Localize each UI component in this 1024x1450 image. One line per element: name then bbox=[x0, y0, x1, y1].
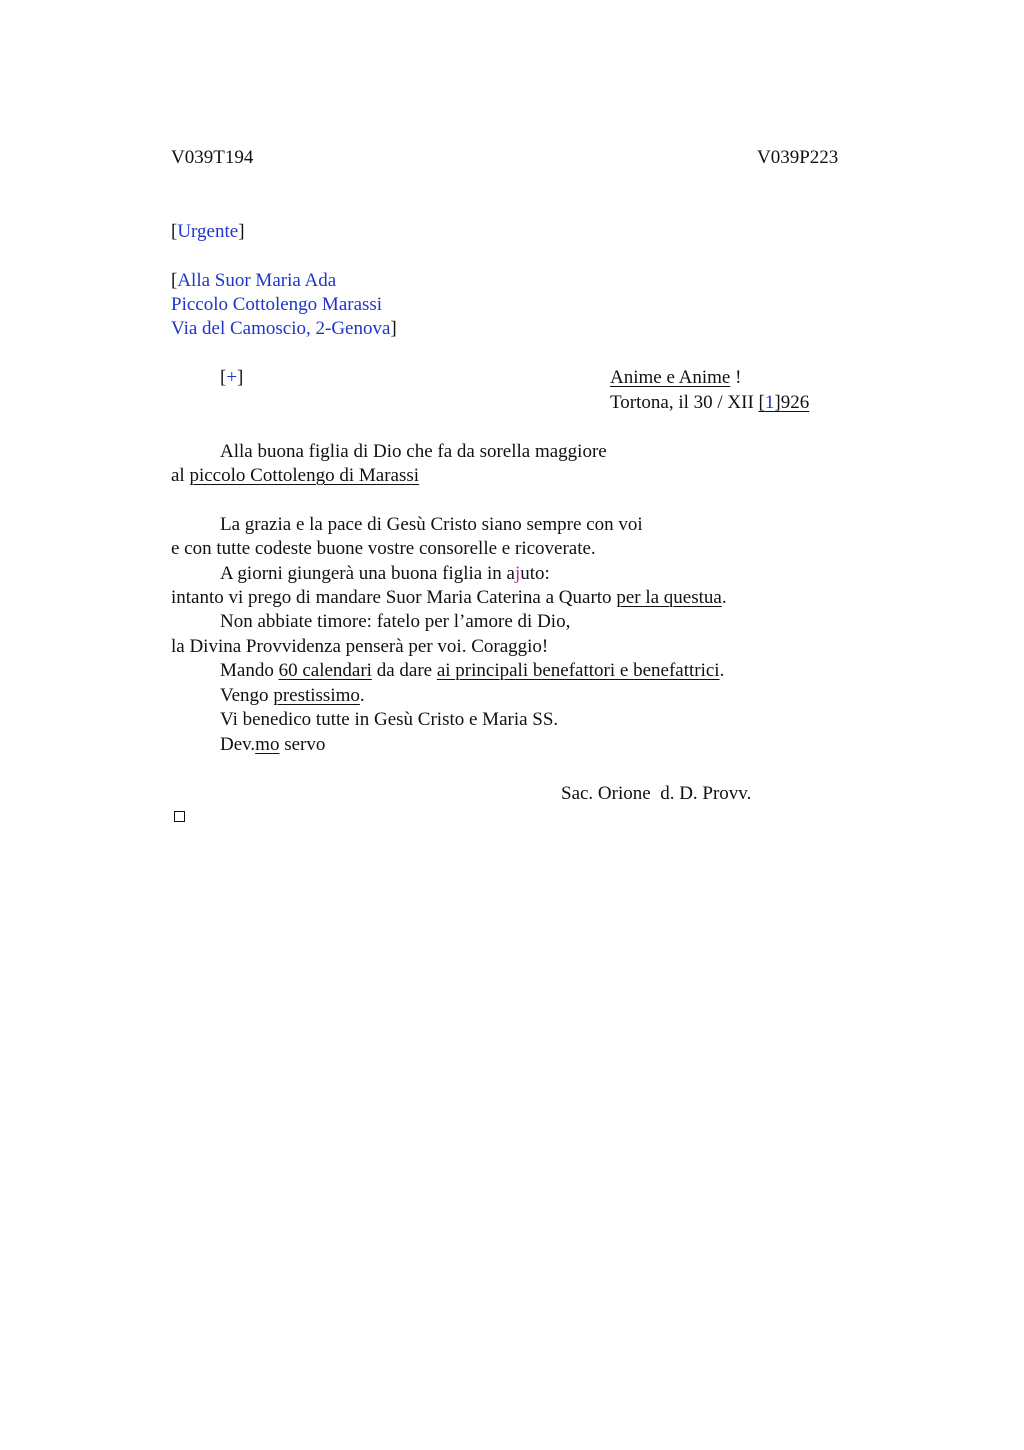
doc-id-right: V039P223 bbox=[757, 147, 839, 168]
bracket-open: [ bbox=[171, 270, 178, 291]
text-segment: A giorni giungerà una buona figlia in a bbox=[220, 563, 515, 584]
cross-symbol: + bbox=[226, 367, 238, 388]
address-recipient: Alla Suor Maria Ada bbox=[177, 270, 337, 291]
doc-id-left: V039T194 bbox=[171, 147, 254, 168]
dateline-digit: 1 bbox=[764, 392, 775, 413]
dateline-prefix: Tortona, il 30 / XII bbox=[610, 392, 759, 413]
bracket-close: ] bbox=[238, 221, 245, 242]
text-segment: Vengo bbox=[220, 685, 274, 706]
underlined-segment: per la questua bbox=[616, 587, 722, 608]
text-segment: intanto vi prego di mandare Suor Maria Caterina a Quarto bbox=[171, 587, 617, 608]
dateline-year bbox=[759, 392, 810, 413]
signature: Sac. Orione d. D. Provv. bbox=[561, 783, 752, 804]
salutation-line-2 bbox=[171, 464, 419, 488]
body-line bbox=[220, 659, 724, 683]
body-line: Vi benedico tutte in Gesù Cristo e Maria SS. bbox=[220, 709, 559, 730]
salutation-line-1: Alla buona figlia di Dio che fa da sorella maggiore bbox=[220, 441, 607, 462]
body-line: La grazia e la pace di Gesù Cristo siano sempre con voi bbox=[220, 514, 643, 535]
underlined-segment: ai principali benefattori e benefattrici bbox=[436, 660, 720, 681]
text-segment: . bbox=[359, 685, 365, 706]
text-segment: Mando bbox=[220, 660, 279, 681]
bracket-close: ] bbox=[774, 392, 781, 413]
address-line-1 bbox=[171, 269, 336, 293]
end-box-icon bbox=[174, 811, 185, 822]
body-line bbox=[171, 586, 727, 610]
text-segment: servo bbox=[279, 734, 326, 755]
body-line bbox=[220, 733, 325, 757]
body-line: la Divina Provvidenza penserà per voi. Coraggio! bbox=[171, 636, 549, 657]
bracket-open: [ bbox=[758, 392, 765, 413]
underlined-segment: mo bbox=[255, 734, 280, 755]
salutation-underlined: piccolo Cottolengo di Marassi bbox=[189, 465, 420, 486]
underlined-segment: 60 calendari bbox=[278, 660, 372, 681]
urgent-note bbox=[171, 220, 245, 244]
address-line-3 bbox=[171, 317, 397, 341]
dateline bbox=[610, 391, 809, 415]
urgent-text: Urgente bbox=[177, 221, 239, 242]
body-line: e con tutte codeste buone vostre consorelle e ricoverate. bbox=[171, 538, 596, 559]
cross-mark bbox=[220, 366, 243, 390]
text-segment: Dev. bbox=[220, 734, 256, 755]
address-street: Via del Camoscio, 2-Genova bbox=[171, 318, 391, 339]
underlined-segment: prestissimo bbox=[273, 685, 360, 706]
bracket-close: ] bbox=[390, 318, 397, 339]
dateline-year-rest: 926 bbox=[780, 392, 810, 413]
text-segment: . bbox=[721, 587, 727, 608]
salutation-prefix: al bbox=[171, 465, 190, 486]
bracket-open: [ bbox=[171, 221, 178, 242]
bracket-close: ] bbox=[237, 367, 244, 388]
body-line: Non abbiate timore: fatelo per l’amore di Dio, bbox=[220, 611, 571, 632]
text-segment: . bbox=[719, 660, 725, 681]
marked-letter: j bbox=[514, 563, 521, 584]
motto bbox=[610, 366, 741, 390]
motto-text: Anime e Anime bbox=[610, 367, 731, 388]
bracket-open: [ bbox=[220, 367, 227, 388]
motto-suffix: ! bbox=[730, 367, 742, 388]
text-segment: da dare bbox=[371, 660, 437, 681]
text-segment: uto: bbox=[520, 563, 550, 584]
address-line-2: Piccolo Cottolengo Marassi bbox=[171, 294, 383, 315]
body-line bbox=[220, 562, 550, 586]
body-line bbox=[220, 684, 365, 708]
